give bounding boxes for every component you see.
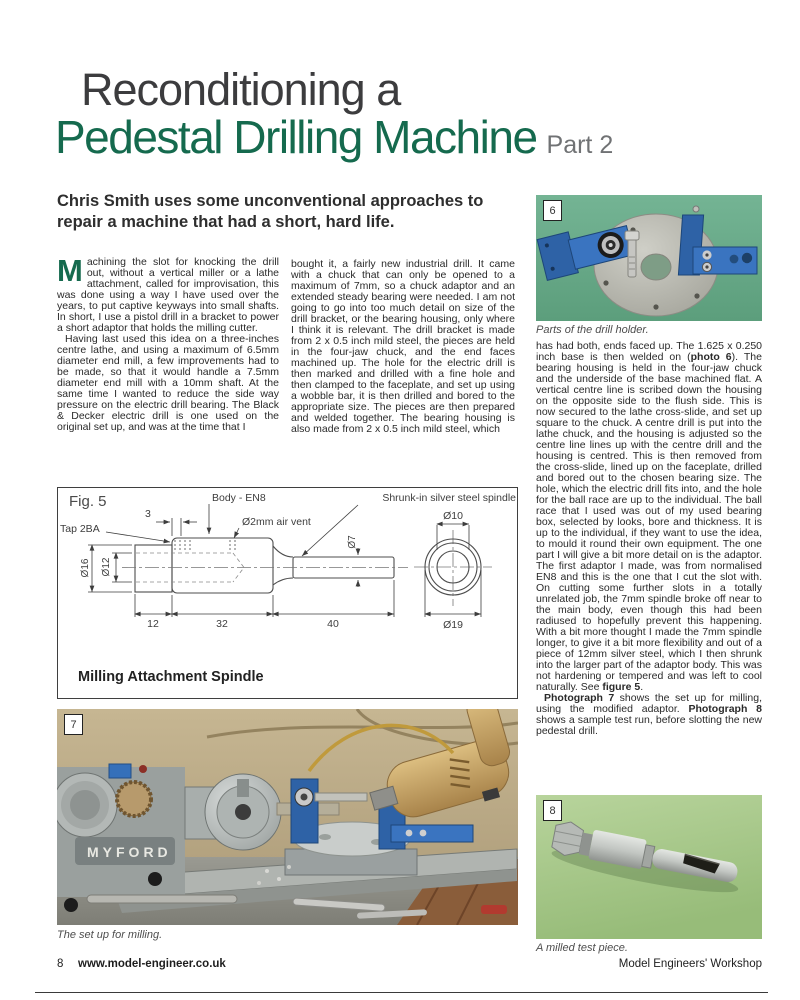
label-tap: Tap 2BA bbox=[60, 523, 100, 535]
photo-6-image bbox=[536, 195, 762, 321]
page-title-line2 bbox=[55, 110, 613, 164]
body-column-3 bbox=[536, 341, 762, 737]
bold-ref-figure5: figure 5 bbox=[602, 681, 641, 693]
body-column-1 bbox=[57, 253, 279, 433]
paragraph: Having last used this idea on a three-inches centre lathe, and using a maximum of 6.5mm diameter end mill, a few improvements had to be made, so that it would handle a 7.5mm diameter end mill with a 10mm shaft. At the same time I wanted to reduce the side way pressure on the electric drill bearing. The Black & Decker electric drill is one used on the original set up, and was at the time that I bbox=[57, 333, 279, 433]
paragraph: bought it, a fairly new industrial drill. It came with a chuck that can only be opened to a maximum of 7mm, so a chuck adaptor and an extended steady bearing were needed. I am not going to go into too much detail on size of the drill bracket, or the bearing housing, only where I think it is relevant. The drill bracket is made from 2 x 0.5 inch mild steel, the pieces are held in the four-jaw chuck, and the end faces machined up. The hole for the electric drill is then marked and drilled with a fine hole and then clamped to the faceplate, and set up using a wobble bar, it is then drilled and bored to the appropriate size. The pieces are then prepared and welded together. The bearing housing is also made from 2 x 0.5 inch mild steel, which bbox=[291, 258, 515, 435]
page-number: 8 bbox=[57, 958, 64, 970]
tapped-hole-marks bbox=[175, 540, 235, 552]
dim-3: 3 bbox=[145, 508, 151, 520]
bold-ref-photo6: photo 6 bbox=[690, 351, 732, 363]
photo-8-image bbox=[536, 795, 762, 939]
photo-8-number-badge: 8 bbox=[543, 800, 562, 821]
standfirst: Chris Smith uses some unconventional approaches to repair a machine that had a short, hard life. bbox=[57, 192, 484, 231]
label-body: Body - EN8 bbox=[212, 492, 266, 504]
website-url: www.model-engineer.co.uk bbox=[78, 958, 226, 970]
body-text: ). The bearing housing is held in the four-jaw chuck and the underside of the base machined flat. A vertical centre line is scribed down the housing on the opposite side to the flush side. This is now secured to the lathe cross-slide, and set up square to the chuck. A centre drill is put into the lathe chuck, and the housing is adjusted so the centre line lines up with the centre drill and the housing is centred. This is then removed from the cross-slide, lined up on the faceplate, drilled and bored out to the chosen bearing size. The hole, which the electric drill fits into, and the hole for the ball race are up to the individual. The ball race that I used was out of my used bearing box, selected by looks, bore and thickness. It is up to the individual, if they want to use the idea, to mould it round their own equipment. The one part I will give a bit more detail on is the adaptor. The first adaptor I made, was from normalised EN8 and this is the one that I cut the slot with. On cutting some further slots in a totally unrelated job, the 7mm spindle broke off near to the main body, even though this had been radiused to hopefully prevent this happening. With a bit more thought I made the 7mm spindle longer, to give it a bit more flexibility and out of a piece of 12mm silver steel, which I then shrunk into the larger part of the adaptor body. This was not hardening or tempered and was left to cool naturally. See bbox=[536, 351, 762, 693]
disc-centre-hole bbox=[641, 254, 671, 280]
photo-6-drill-holder-parts bbox=[536, 195, 762, 321]
drop-cap: M bbox=[57, 253, 83, 288]
lathe-brand-label: MYFORD bbox=[87, 844, 172, 860]
photo-8-milled-test-piece bbox=[536, 795, 762, 939]
body-text: shows a sample test run, before slotting the new pedestal drill. bbox=[536, 714, 762, 737]
bold-ref-photo8: Photograph 8 bbox=[688, 703, 762, 715]
bold-ref-photo7: Photograph 7 bbox=[544, 692, 615, 704]
dim-32: 32 bbox=[216, 618, 228, 630]
photo-7-milling-setup bbox=[57, 709, 518, 925]
dim-d7: Ø7 bbox=[347, 535, 358, 549]
dim-d10: Ø10 bbox=[443, 510, 463, 522]
paragraph bbox=[536, 341, 762, 693]
photo-6-number-badge: 6 bbox=[543, 200, 562, 221]
bottom-rule bbox=[35, 992, 768, 993]
figure-5-label: Fig. 5 bbox=[69, 493, 107, 510]
dim-d19: Ø19 bbox=[443, 619, 463, 631]
leader-lines bbox=[106, 504, 358, 556]
paragraph bbox=[536, 693, 762, 737]
dim-40: 40 bbox=[327, 618, 339, 630]
body-text: . bbox=[640, 681, 644, 693]
magazine-name: Model Engineers' Workshop bbox=[618, 958, 762, 970]
milling-spindle-drawing bbox=[58, 488, 517, 648]
dim-d12: Ø12 bbox=[101, 557, 112, 577]
body-text: has had both, ends faced up. The 1.625 x 0.250 inch base is then welded on ( bbox=[536, 340, 762, 363]
figure-5-drawing bbox=[57, 487, 518, 699]
photo-7-number-badge: 7 bbox=[64, 714, 83, 735]
body-text: achining the slot for knocking the drill out, without a vertical miller or a lathe attachment, called for improvisation, this was done using a way I have used over the years, to put captive keyways into small shafts. In short, I use a pistol drill in a bracket to power a short adaptor that holds the milling cutter. bbox=[57, 256, 279, 334]
dim-d16: Ø16 bbox=[80, 558, 91, 578]
photo-7-caption: The set up for milling. bbox=[57, 929, 163, 941]
body-column-2 bbox=[291, 259, 515, 435]
label-spindle: Shrunk-in silver steel spindle bbox=[382, 492, 516, 504]
page-title-main: Pedestal Drilling Machine bbox=[55, 111, 537, 163]
dim-12: 12 bbox=[147, 618, 159, 630]
paragraph bbox=[57, 253, 279, 334]
page-title-line1: Reconditioning a bbox=[81, 64, 401, 115]
photo-6-caption: Parts of the drill holder. bbox=[536, 324, 649, 336]
page-title-part: Part 2 bbox=[546, 131, 614, 159]
figure-5-caption: Milling Attachment Spindle bbox=[78, 669, 264, 685]
photo-8-caption: A milled test piece. bbox=[536, 942, 628, 954]
body-text: shows the set up for milling, using the modified adaptor. bbox=[536, 692, 762, 715]
photo-7-image bbox=[57, 709, 518, 925]
label-air-vent: Ø2mm air vent bbox=[242, 516, 311, 528]
